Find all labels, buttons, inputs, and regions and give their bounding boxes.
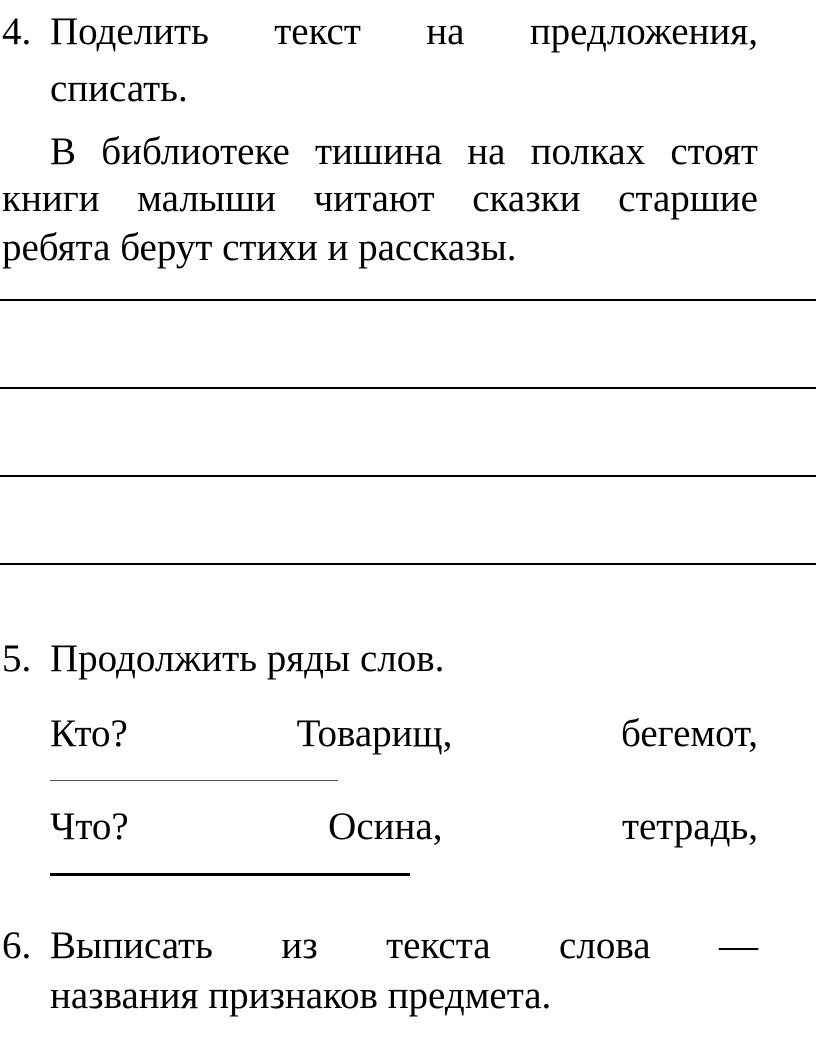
- answer-line-2[interactable]: [0, 387, 816, 389]
- task-5-row-1: Кто? Товарищ, бегемот,: [50, 712, 758, 755]
- task-4-text-line-3: ребята берут стихи и рассказы.: [2, 226, 517, 269]
- answer-line-row-2[interactable]: [50, 873, 410, 876]
- answer-line-4[interactable]: [0, 563, 816, 565]
- task-6-instruction-line-1: Выписать из текста слова —: [50, 924, 758, 967]
- answer-line-3[interactable]: [0, 475, 816, 477]
- answer-line-row-1[interactable]: [50, 780, 338, 781]
- task-4-instruction-line-2: списать.: [50, 67, 188, 110]
- task-6-number: 6.: [2, 924, 32, 967]
- task-4-text-line-2: книги малыши читают сказки старшие: [2, 177, 758, 220]
- answer-line-1[interactable]: [0, 299, 816, 301]
- task-5-row-2: Что? Осина, тетрадь,: [50, 805, 758, 848]
- task-4-number: 4.: [2, 10, 32, 53]
- task-4-text-line-1: В библиотеке тишина на полках стоят: [50, 130, 758, 173]
- task-5-title: Продолжить ряды слов.: [50, 637, 445, 680]
- task-6-instruction-line-2: названия признаков предмета.: [50, 974, 552, 1017]
- task-5-number: 5.: [2, 637, 32, 680]
- task-4-instruction-line-1: Поделить текст на предложения,: [50, 10, 758, 53]
